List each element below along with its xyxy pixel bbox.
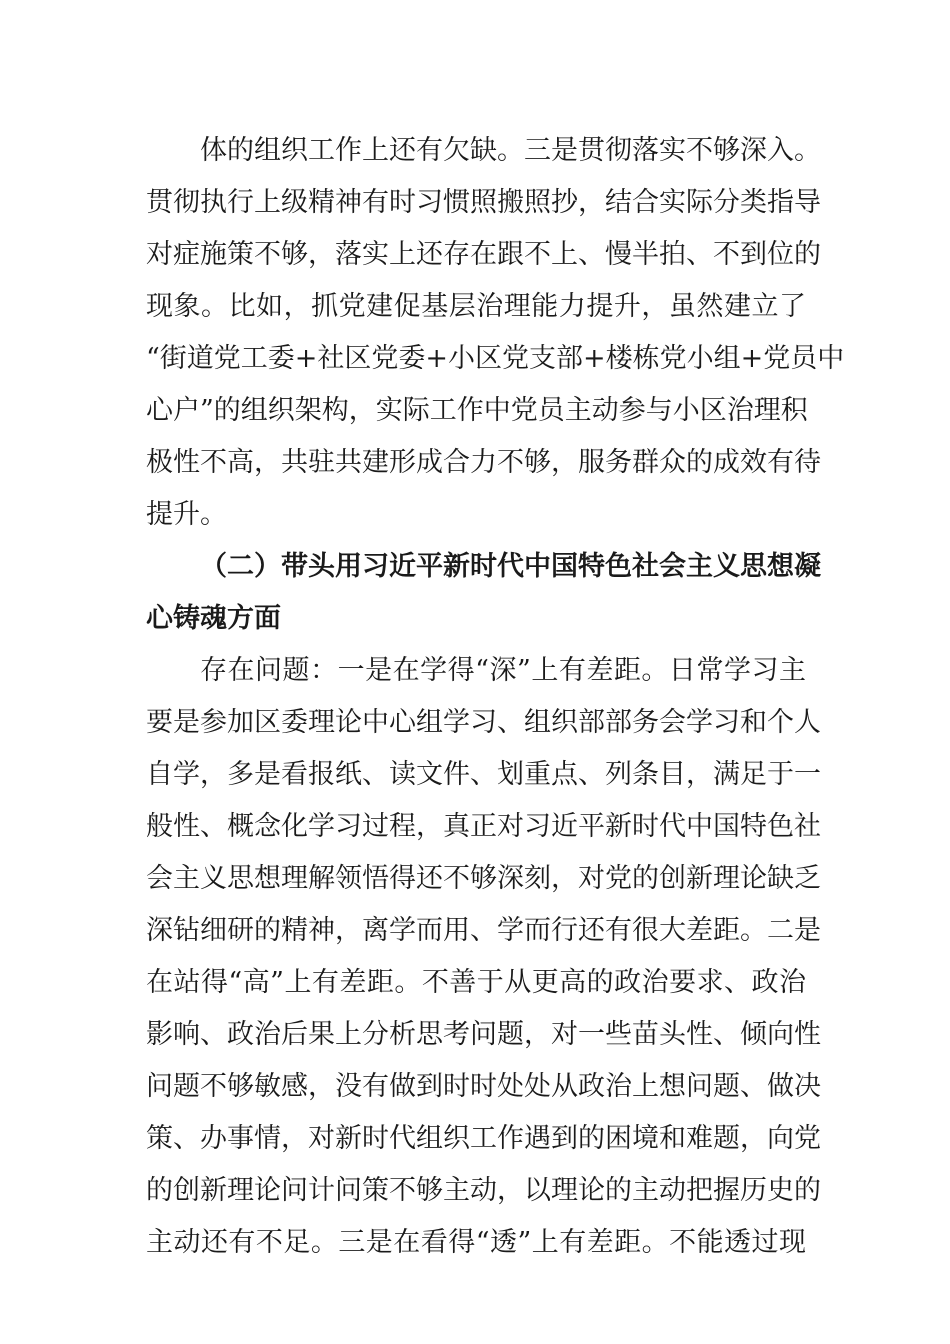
paragraph-1-line-4: 现象。比如，抓党建促基层治理能力提升，虽然建立了 <box>146 291 806 322</box>
paragraph-2-line-11: 的创新理论问计问策不够主动，以理论的主动把握历史的 <box>146 1175 821 1206</box>
paragraph-2-line-4: 般性、概念化学习过程，真正对习近平新时代中国特色社 <box>146 811 821 842</box>
section-heading-line-2: 心铸魂方面 <box>146 603 281 634</box>
paragraph-2-line-2: 要是参加区委理论中心组学习、组织部部务会学习和个人 <box>146 707 821 738</box>
paragraph-2-line-10: 策、办事情，对新时代组织工作遇到的困境和难题，向党 <box>146 1123 821 1154</box>
paragraph-1-line-5: “街道党工委+社区党委+小区党支部+楼栋党小组+党员中 <box>146 343 845 374</box>
paragraph-1-line-6: 心户”的组织架构，实际工作中党员主动参与小区治理积 <box>146 395 808 426</box>
paragraph-1-line-3: 对症施策不够，落实上还存在跟不上、慢半拍、不到位的 <box>146 239 821 270</box>
paragraph-2-line-6: 深钻细研的精神，离学而用、学而行还有很大差距。二是 <box>146 915 821 946</box>
paragraph-2-line-3: 自学，多是看报纸、读文件、划重点、列条目，满足于一 <box>146 759 821 790</box>
paragraph-2-line-12: 主动还有不足。三是在看得“透”上有差距。不能透过现 <box>146 1227 806 1258</box>
paragraph-1-line-1: 体的组织工作上还有欠缺。三是贯彻落实不够深入。 <box>200 135 821 166</box>
paragraph-2-line-1: 存在问题：一是在学得“深”上有差距。日常学习主 <box>200 655 806 686</box>
paragraph-1-line-8: 提升。 <box>146 499 227 530</box>
paragraph-1-line-7: 极性不高，共驻共建形成合力不够，服务群众的成效有待 <box>146 447 821 478</box>
paragraph-2-line-5: 会主义思想理解领悟得还不够深刻，对党的创新理论缺乏 <box>146 863 821 894</box>
paragraph-1-line-2: 贯彻执行上级精神有时习惯照搬照抄，结合实际分类指导 <box>146 187 821 218</box>
section-heading-line-1: （二）带头用习近平新时代中国特色社会主义思想凝 <box>200 551 821 582</box>
paragraph-2-line-7: 在站得“高”上有差距。不善于从更高的政治要求、政治 <box>146 967 806 998</box>
paragraph-2-line-8: 影响、政治后果上分析思考问题，对一些苗头性、倾向性 <box>146 1019 821 1050</box>
paragraph-2-line-9: 问题不够敏感，没有做到时时处处从政治上想问题、做决 <box>146 1071 821 1102</box>
